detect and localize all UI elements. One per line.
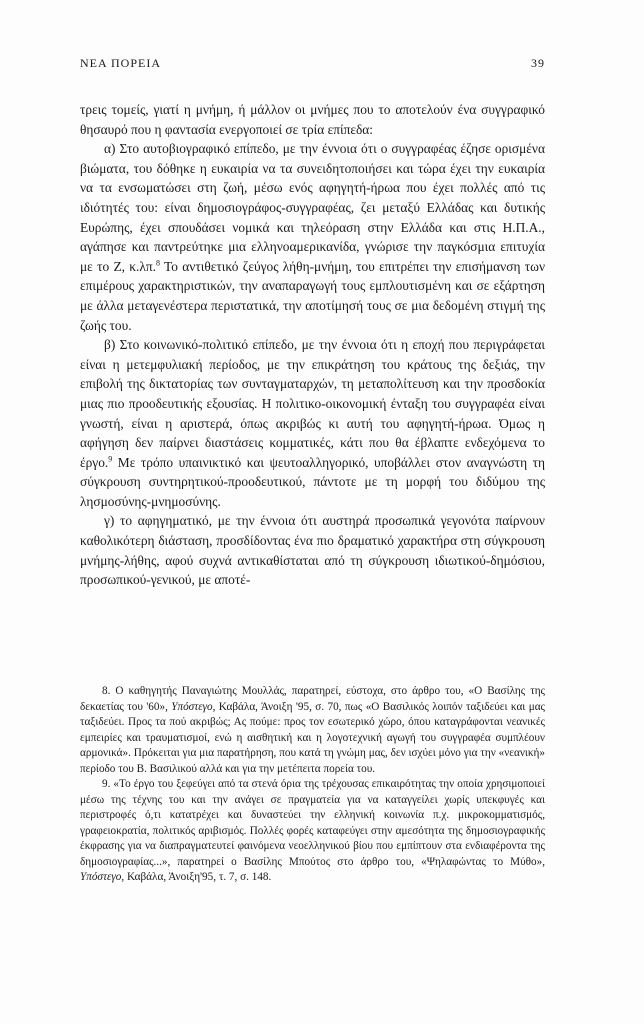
running-title: ΝΕΑ ΠΟΡΕΙΑ xyxy=(80,56,161,70)
page-number: 39 xyxy=(531,56,545,70)
running-head xyxy=(80,56,545,74)
footnote-8-text-1: 8. Ο καθηγητής Παναγιώτης Μουλλάς, παρατηρεί, εύστοχα, στο άρθρο του, «Ο Βασίλης της δεκαετίας του '60», xyxy=(80,685,545,713)
footnote-9-source: Υπόστεγο xyxy=(80,871,122,883)
footnotes xyxy=(80,684,545,886)
paragraph-sociopolitical xyxy=(80,335,545,511)
footnote-8-source: Υπόστεγο xyxy=(171,700,213,713)
paragraph-narrative: γ) το αφηγηματικό, με την έννοια ότι αυστηρά προσωπικά γεγονότα παίρνουν καθολικότερη διάσταση, προσδίδοντας ένα πιο δραματικό χαρακτήρα στη σύγκρουση μνήμης-λήθης, αφού συχνά αντικαθίσταται από τη σύγκρουση ιδιωτικού-δημόσιου, προσωπικού-γενικού, με αποτέ- xyxy=(80,513,545,588)
footnote-8 xyxy=(80,684,545,777)
footnote-ref-9[interactable]: 9 xyxy=(108,454,113,464)
footnote-9-text-1: 9. «Το έργο του ξεφεύγει από τα στενά όρια της τρέχουσας επικαιρότητας την οποία χρησιμοποιεί μέσω της τέχνης του και την ανάγει σε πραγματεία για να καταγγείλει χωρίς υπεκφυγές και περιστροφές ό,τι κατατρέχει και δυναστεύει την ελληνική κοινωνία π.χ. μικροκομματισμός, γραφειοκρατία, πολιτικός αριβισμός. Πολλές φορές καταφεύγει στην αμεσότητα της δημοσιογραφικής έκφρασης για να διαπραγματευτεί φαινόμενα νεοελληνικού βίου που εμπίπτουν στα ενδιαφέροντα της δημοσιογραφίας...», παρατηρεί ο Βασίλης Μπούτος στο άρθρο του, «Ψηλαφώντας το Μύθο», xyxy=(80,778,545,868)
paragraph-sociopolitical-part-2: Με τρόπο υπαινικτικό και ψευτοαλληγορικό, υποβάλλει στον αναγνώστη τη σύγκρουση συντηρητικού-προοδευτικού, πάντοτε με τη μορφή του διδύμου της λησμοσύνης-μνημοσύνης. xyxy=(80,454,545,509)
paragraph-autobiographical-part-1: α) Στο αυτοβιογραφικό επίπεδο, με την έννοια ότι ο συγγραφέας έζησε ορισμένα βιώματα, του δόθηκε η ευκαιρία να τα συνειδητοποιήσει και τώρα έχει την ευκαιρία να τα ενσωματώσει στη ζωή, μέσω ενός αφηγητή-ήρωα που έχει πολλές από τις ιδιότητές του: είναι δημοσιογράφος-συγγραφέας, ζει μεταξύ Ελλάδας και δυτικής Ευρώπης, έχει σπουδάσει νομικά και τηλεόραση στην Ελλάδα και στις Η.Π.Α., αγάπησε και παντρεύτηκε μια ελληνοαμερικανίδα, γνώρισε την παγκόσμια επιτυχία με το Ζ, κ.λπ. xyxy=(80,141,545,274)
footnote-8-text-2: , Καβάλα, Άνοιξη '95, σ. 70, πως «Ο Βασιλικός λοιπόν ταξιδεύει και μας ταξιδεύει. Προς τα πού ακριβώς; Ας πούμε: προς τον εσωτερικό χώρο, όπου καταγράφονται νεανικές εμπειρίες και τραυματισμοί, ενώ η αισθητική και η λογοτεχνική αγωγή του συγγραφέα συμπλέουν αρμονικά». Πρόκειται για μια παρατήρηση, που κατά τη γνώμη μας, δεν ισχύει μόνο για την «νεανική» περίοδο του Β. Βασιλικού αλλά και για την μετέπειτα πορεία του. xyxy=(80,700,545,775)
footnote-ref-8[interactable]: 8 xyxy=(155,258,160,268)
paragraph-sociopolitical-part-1: β) Στο κοινωνικό-πολιτικό επίπεδο, με την έννοια ότι η εποχή που περιγράφεται είναι η μετεμφυλιακή περίοδος, με την επικράτηση του κράτους της δεξιάς, την επιβολή της δικτατορίας των συνταγματαρχών, τη μεταπολίτευση και την προσδοκία μιας πιο προοδευτικής εξουσίας. Η πολιτικο-οικονομική ένταξη του συγγραφέα είναι γνωστή, είναι η αριστερά, όπως ακριβώς κι αυτή του αφηγητή-ήρωα. Όμως η αφήγηση δεν παίρνει διαστάσεις κομματικές, κάτι που θα έβλαπτε ενδεχόμενα το έργο. xyxy=(80,337,545,470)
main-text xyxy=(80,100,545,590)
footnote-9-text-2: , Καβάλα, Άνοιξη'95, τ. 7, σ. 148. xyxy=(121,871,272,883)
paragraph-intro: τρεις τομείς, γιατί η μνήμη, ή μάλλον οι μνήμες που το αποτελούν ένα συγγραφικό θησαυρό που η φαντασία ενεργοποιεί σε τρία επίπεδα: xyxy=(80,102,545,137)
footnote-9 xyxy=(80,777,545,886)
paragraph-autobiographical xyxy=(80,139,545,335)
paragraph-autobiographical-part-2: Το αντιθετικό ζεύγος λήθη-μνήμη, του επιτρέπει την επισήμανση των επιμέρους χαρακτηριστικών, την αναπαραγωγή τους εμπλουτισμένη και σε εξάρτηση με άλλα μεταγενέστερα περιστατικά, την αποτίμησή τους σε μια δεδομένη στιγμή της ζωής του. xyxy=(80,258,545,333)
